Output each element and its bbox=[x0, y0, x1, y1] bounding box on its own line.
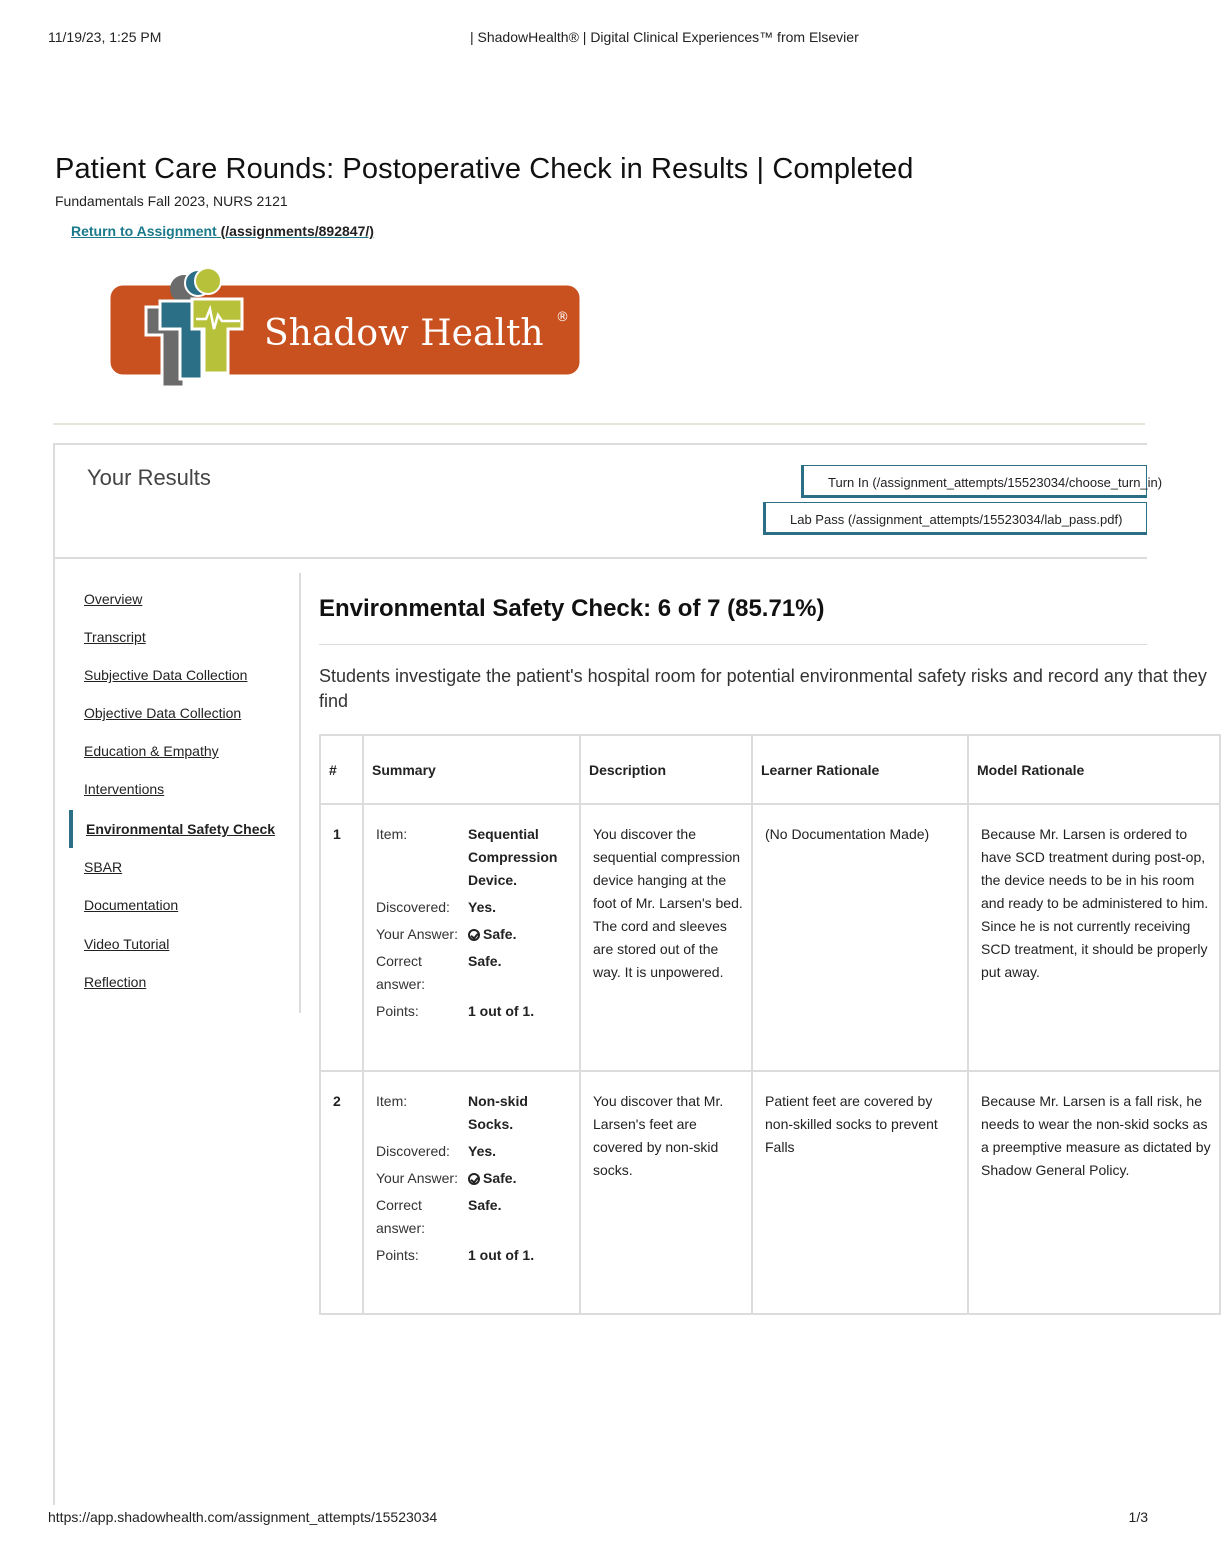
table-header-row bbox=[320, 735, 1220, 804]
your-answer-text: Safe. bbox=[483, 926, 517, 942]
row-learner-rationale: (No Documentation Made) bbox=[752, 804, 968, 1071]
sidebar-item-transcript[interactable]: Transcript bbox=[84, 629, 146, 645]
your-answer-value bbox=[468, 1167, 571, 1190]
section-description: Students investigate the patient's hospital room for potential environmental safety risks and record any that they find bbox=[319, 666, 1207, 711]
col-header-summary: Summary bbox=[363, 735, 580, 804]
discovered-label: Discovered: bbox=[376, 899, 450, 915]
your-answer-label: Your Answer: bbox=[376, 926, 458, 942]
course-subtitle: Fundamentals Fall 2023, NURS 2121 bbox=[55, 193, 288, 209]
correct-answer-value: Safe. bbox=[468, 953, 502, 969]
col-header-model-rationale: Model Rationale bbox=[968, 735, 1220, 804]
sidebar-item-objective-data[interactable]: Objective Data Collection bbox=[84, 705, 242, 721]
turn-in-button[interactable]: Turn In (/assignment_attempts/15523034/choose_turn_in) bbox=[801, 465, 1147, 498]
col-header-number: # bbox=[320, 735, 363, 804]
sidebar-item-interventions[interactable]: Interventions bbox=[84, 781, 165, 797]
col-header-learner-rationale: Learner Rationale bbox=[752, 735, 968, 804]
item-label: Item: bbox=[376, 826, 408, 842]
points-label: Points: bbox=[376, 1247, 419, 1263]
return-link-label: Return to Assignment bbox=[71, 223, 217, 239]
row-description: You discover the sequential compression device hanging at the foot of Mr. Larsen's bed. The cord and sleeves are stored out of the way. It is unpowered. bbox=[580, 804, 752, 1071]
correct-answer-value: Safe. bbox=[468, 1197, 502, 1213]
correct-answer-label: Correct answer: bbox=[376, 1197, 426, 1236]
divider bbox=[53, 423, 1145, 425]
print-datetime: 11/19/23, 1:25 PM bbox=[48, 29, 162, 45]
your-answer-text: Safe. bbox=[483, 1170, 517, 1186]
results-content bbox=[319, 585, 1211, 1465]
item-label: Item: bbox=[376, 1093, 408, 1109]
sidebar-item-subjective-data[interactable]: Subjective Data Collection bbox=[84, 667, 248, 683]
sidebar-item-video-tutorial[interactable]: Video Tutorial bbox=[84, 936, 170, 952]
return-link-path: (/assignments/892847/) bbox=[220, 223, 374, 239]
print-page-number: 1/3 bbox=[1128, 1509, 1148, 1525]
row-summary bbox=[363, 804, 580, 1071]
sidebar-item-environmental-safety-check[interactable]: Environmental Safety Check bbox=[69, 810, 297, 848]
sidebar-item-overview[interactable]: Overview bbox=[84, 591, 143, 607]
points-value: 1 out of 1. bbox=[468, 1247, 535, 1263]
item-value: Sequential Compression Device. bbox=[468, 826, 558, 888]
return-to-assignment-link[interactable] bbox=[71, 223, 374, 239]
your-results-heading: Your Results bbox=[87, 465, 211, 490]
safety-check-table bbox=[319, 734, 1221, 1315]
correct-answer-label: Correct answer: bbox=[376, 953, 426, 992]
row-number: 1 bbox=[320, 804, 363, 1071]
your-answer-label: Your Answer: bbox=[376, 1170, 458, 1186]
logo-text: Shadow Health bbox=[264, 313, 544, 354]
print-page-title: | ShadowHealth® | Digital Clinical Experiences™ from Elsevier bbox=[470, 29, 859, 45]
section-title: Environmental Safety Check: 6 of 7 (85.71%) bbox=[319, 595, 825, 622]
row-model-rationale: Because Mr. Larsen is a fall risk, he needs to wear the non-skid socks as a preemptive measure as dictated by Shadow General Policy. bbox=[968, 1071, 1220, 1314]
print-url: https://app.shadowhealth.com/assignment_attempts/15523034 bbox=[48, 1509, 438, 1525]
sidebar-item-reflection[interactable]: Reflection bbox=[84, 974, 147, 990]
sidebar-item-documentation[interactable]: Documentation bbox=[84, 897, 179, 913]
table-row bbox=[320, 804, 1220, 1071]
discovered-label: Discovered: bbox=[376, 1143, 450, 1159]
logo-registered-mark: ® bbox=[556, 310, 569, 325]
row-model-rationale: Because Mr. Larsen is ordered to have SCD treatment during post-op, the device needs to be in his room and ready to be administered to him. Since he is not currently receiving SCD treatment, it should be properly put away. bbox=[968, 804, 1220, 1071]
results-header bbox=[55, 445, 1163, 559]
points-value: 1 out of 1. bbox=[468, 1003, 535, 1019]
lab-pass-button[interactable]: Lab Pass (/assignment_attempts/15523034/lab_pass.pdf) bbox=[763, 502, 1147, 535]
section-divider bbox=[319, 644, 1147, 645]
discovered-value: Yes. bbox=[468, 1143, 497, 1159]
check-circle-icon bbox=[468, 1173, 480, 1185]
your-answer-value bbox=[468, 923, 571, 946]
item-value: Non-skid Socks. bbox=[468, 1093, 528, 1132]
points-label: Points: bbox=[376, 1003, 419, 1019]
shadow-health-logo bbox=[106, 267, 586, 397]
results-panel bbox=[53, 443, 1211, 1505]
row-number: 2 bbox=[320, 1071, 363, 1314]
page-title: Patient Care Rounds: Postoperative Check in Results | Completed bbox=[55, 153, 914, 185]
results-sidebar-nav bbox=[55, 573, 301, 1013]
sidebar-item-education-empathy[interactable]: Education & Empathy bbox=[84, 743, 219, 759]
row-learner-rationale: Patient feet are covered by non-skilled socks to prevent Falls bbox=[752, 1071, 968, 1314]
col-header-description: Description bbox=[580, 735, 752, 804]
row-summary bbox=[363, 1071, 580, 1314]
row-description: You discover that Mr. Larsen's feet are covered by non-skid socks. bbox=[580, 1071, 752, 1314]
table-row bbox=[320, 1071, 1220, 1314]
discovered-value: Yes. bbox=[468, 899, 497, 915]
check-circle-icon bbox=[468, 929, 480, 941]
sidebar-item-sbar[interactable]: SBAR bbox=[84, 859, 123, 875]
